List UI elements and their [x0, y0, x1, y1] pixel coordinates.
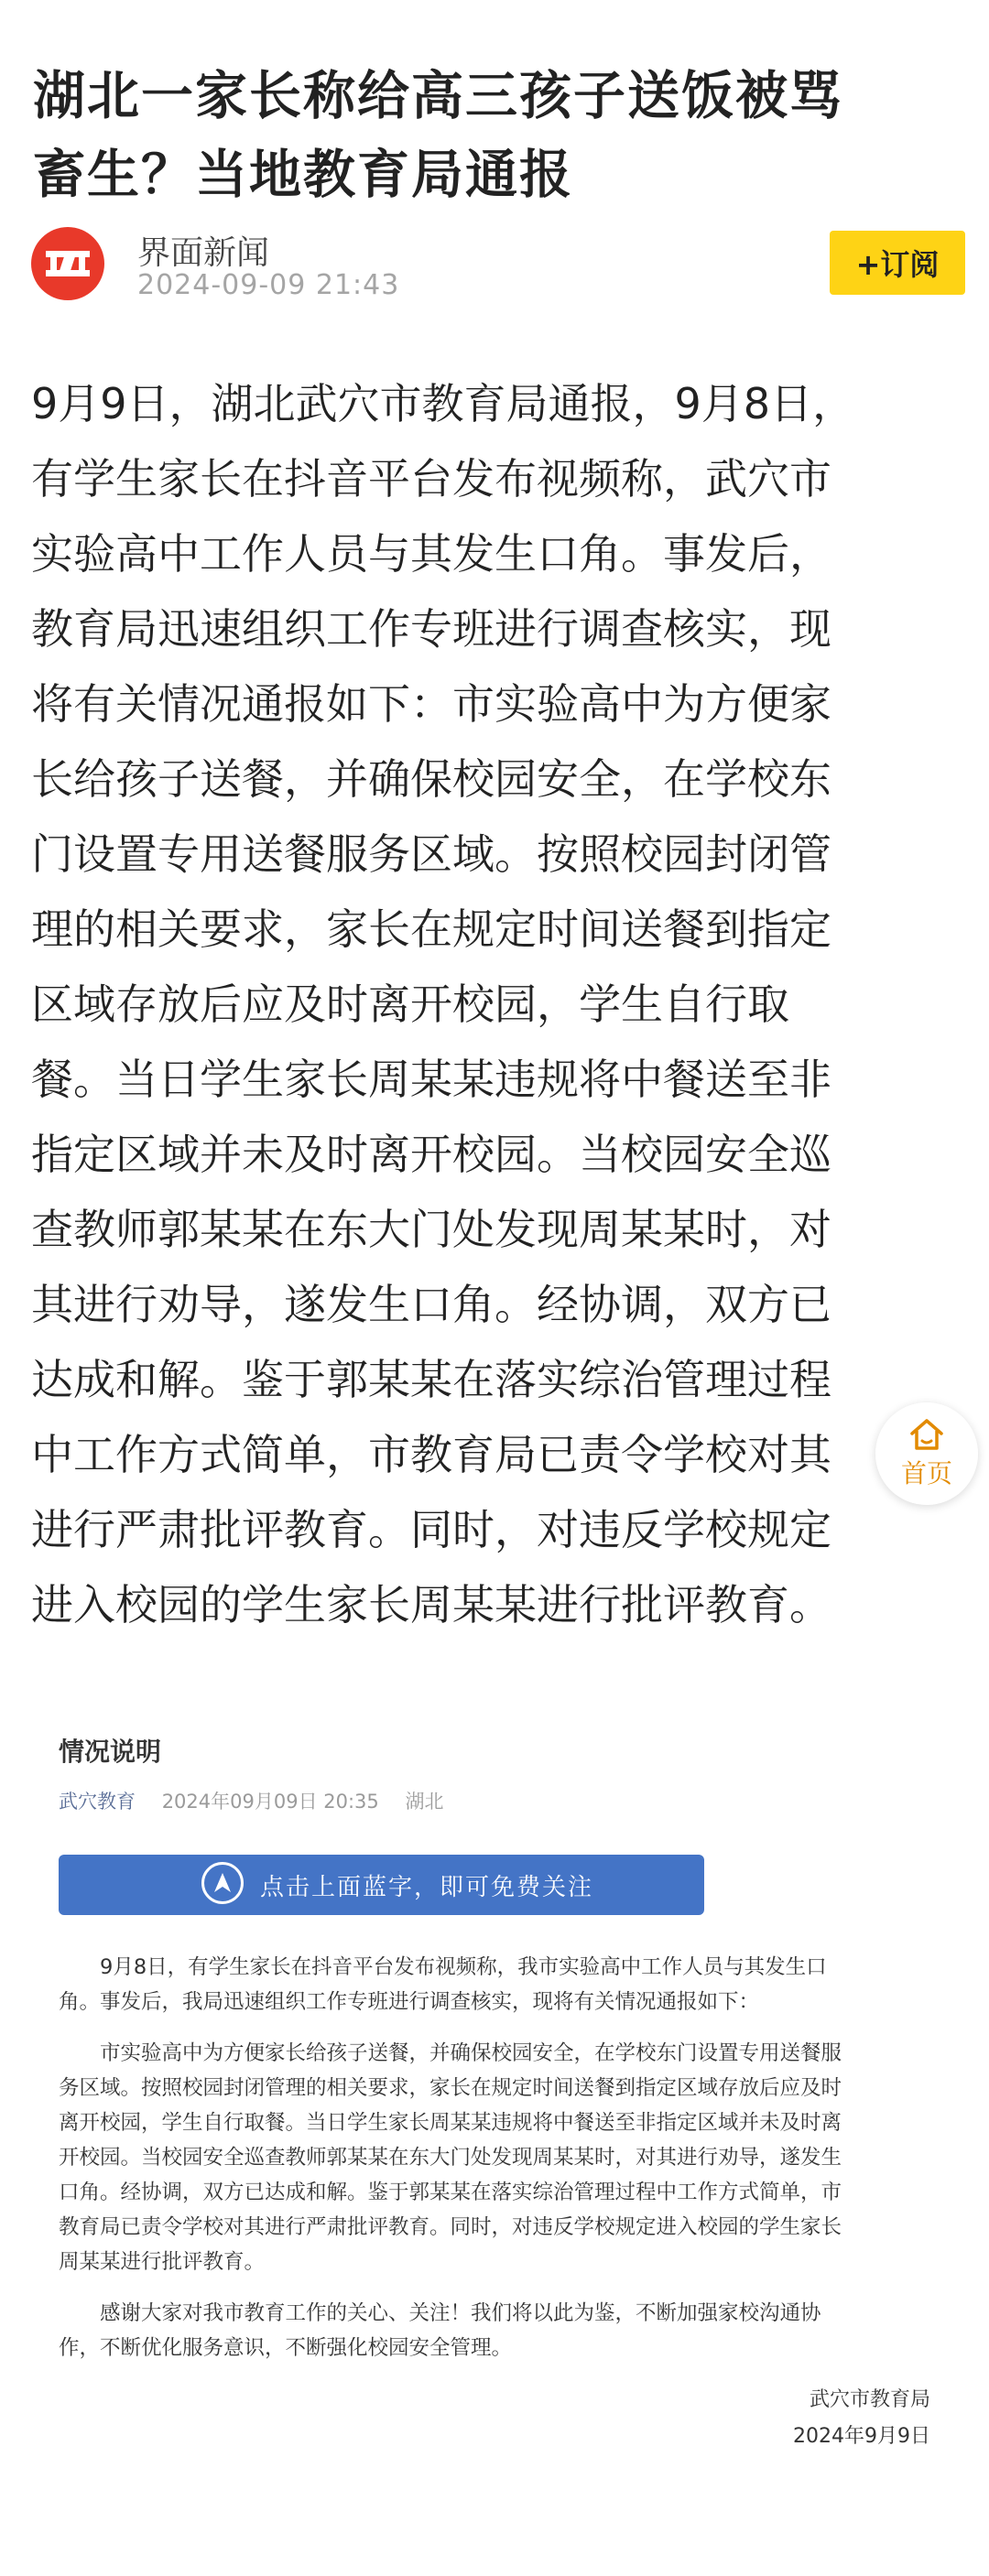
- embed-line: 口角。经协调，双方已达成和解。鉴于郭某某在落实综治管理过程中工作方式简单，市: [59, 2181, 842, 2204]
- article-line: 教育局迅速组织工作专班进行调查核实，现: [31, 604, 831, 654]
- article-line: 其进行劝导，遂发生口角。经协调，双方已: [31, 1280, 831, 1329]
- embed-meta: [59, 1787, 443, 1814]
- embedded-notice-image: [0, 1721, 989, 2576]
- embed-line: 作，不断优化服务意识，不断强化校园安全管理。: [59, 2336, 513, 2360]
- embed-line: 务区域。按照校园封闭管理的相关要求，家长在规定时间送餐到指定区域存放后应及时: [59, 2076, 842, 2100]
- signature-org: 武穴市教育局: [809, 2388, 930, 2411]
- paragraph-gap: [59, 2019, 938, 2036]
- source-row: [31, 223, 965, 306]
- source-name[interactable]: 界面新闻: [137, 234, 270, 272]
- article-title: [33, 57, 958, 214]
- article-body: [31, 366, 974, 1642]
- article-line: 中工作方式简单，市教育局已责令学校对其: [31, 1430, 831, 1479]
- embed-line: 9月8日，有学生家长在抖音平台发布视频称，我市实验高中工作人员与其发生口: [100, 1955, 827, 1979]
- home-icon: [908, 1417, 945, 1452]
- article-line: 门设置专用送餐服务区域。按照校园封闭管: [31, 829, 831, 879]
- embed-line: 周某某进行批评教育。: [59, 2250, 266, 2274]
- embed-line: 感谢大家对我市教育工作的关心、关注！我们将以此为鉴，不断加强家校沟通协: [100, 2301, 821, 2325]
- article-line: 区域存放后应及时离开校园，学生自行取: [31, 980, 789, 1029]
- embed-title: 情况说明: [59, 1737, 162, 1767]
- embed-line: 离开校园，学生自行取餐。当日学生家长周某某违规将中餐送至非指定区域并未及时离: [59, 2111, 842, 2135]
- article-line: 查教师郭某某在东大门处发现周某某时，对: [31, 1205, 831, 1254]
- home-label: 首页: [900, 1458, 952, 1488]
- article-line: 长给孩子送餐，并确保校园安全，在学校东: [31, 754, 831, 804]
- title-line: 湖北一家长称给高三孩子送饭被骂: [33, 66, 843, 127]
- home-float-button[interactable]: [875, 1402, 978, 1505]
- article-line: 实验高中工作人员与其发生口角。事发后，: [31, 529, 831, 579]
- embed-datetime: 2024年09月09日 20:35: [161, 1791, 379, 1813]
- article-line: 将有关情况通报如下：市实验高中为方便家: [31, 679, 831, 729]
- signature-date: 2024年9月9日: [793, 2425, 930, 2448]
- paragraph-gap: [59, 2279, 938, 2296]
- embed-line: 教育局已责令学校对其进行严肃批评教育。同时，对违反学校规定进入校园的学生家长: [59, 2215, 842, 2239]
- subscribe-button[interactable]: +订阅: [830, 231, 965, 295]
- banner-text: 点击上面蓝字，即可免费关注: [260, 1874, 594, 1901]
- follow-banner: [59, 1855, 704, 1915]
- article-line: 9月9日，湖北武穴市教育局通报，9月8日，: [31, 379, 855, 428]
- arrow-glyph: [211, 1871, 234, 1895]
- article-line: 理的相关要求，家长在规定时间送餐到指定: [31, 904, 831, 954]
- embed-body: [59, 1950, 938, 2365]
- logo-glyph: [44, 245, 92, 282]
- embed-account: 武穴教育: [59, 1791, 136, 1813]
- embed-signature: [793, 2382, 930, 2455]
- article-line: 有学生家长在抖音平台发布视频称，武穴市: [31, 454, 831, 503]
- navigation-arrow-icon: [201, 1862, 244, 1904]
- article-line: 指定区域并未及时离开校园。当校园安全巡: [31, 1130, 831, 1179]
- article-line: 进入校园的学生家长周某某进行批评教育。: [31, 1580, 831, 1629]
- embed-line: 开校园。当校园安全巡查教师郭某某在东大门处发现周某某时，对其进行劝导，遂发生: [59, 2146, 842, 2170]
- article-line: 达成和解。鉴于郭某某在落实综治管理过程: [31, 1355, 831, 1404]
- publish-time: 2024-09-09 21:43: [137, 269, 400, 301]
- article-line: 进行严肃批评教育。同时，对违反学校规定: [31, 1505, 831, 1554]
- article-line: 餐。当日学生家长周某某违规将中餐送至非: [31, 1055, 831, 1104]
- title-line: 畜生？当地教育局通报: [33, 145, 573, 206]
- embed-line: 角。事发后，我局迅速组织工作专班进行调查核实，现将有关情况通报如下：: [59, 1990, 760, 2014]
- embed-line: 市实验高中为方便家长给孩子送餐，并确保校园安全，在学校东门设置专用送餐服: [100, 2041, 842, 2065]
- jiemian-logo-icon[interactable]: [31, 227, 104, 300]
- embed-location: 湖北: [405, 1791, 444, 1813]
